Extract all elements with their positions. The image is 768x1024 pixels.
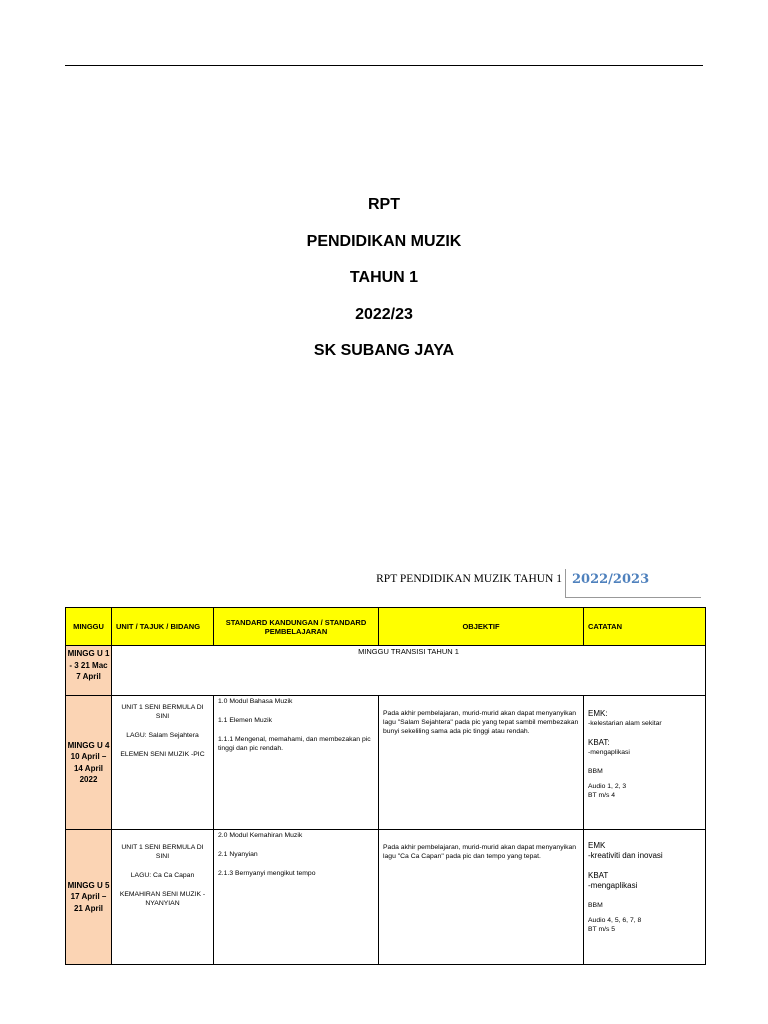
- transisi-cell: MINGGU TRANSISI TAHUN 1: [112, 646, 706, 696]
- unit-title: UNIT 1 SENI BERMULA DI SINI: [121, 844, 204, 860]
- catatan-bbm-label: BBM: [588, 768, 603, 775]
- col-header-objektif: OBJEKTIF: [379, 608, 584, 646]
- minggu-cell: MINGG U 4 10 April – 14 April 2022: [66, 696, 112, 830]
- col-header-unit: UNIT / TAJUK / BIDANG: [112, 608, 214, 646]
- page-header-title: RPT PENDIDIKAN MUZIK TAHUN 1: [376, 573, 562, 585]
- table-header-row: [66, 608, 706, 646]
- col-header-catatan: CATATAN: [584, 608, 706, 646]
- catatan-emk-value: -kreativiti dan inovasi: [588, 851, 663, 860]
- standard-module: 2.0 Modul Kemahiran Muzik: [218, 832, 303, 839]
- unit-song: LAGU: Ca Ca Capan: [130, 872, 195, 879]
- standard-module: 1.0 Modul Bahasa Muzik: [218, 698, 293, 705]
- standard-pembelajaran: 1.1.1 Mengenal, memahami, dan membezakan pic: [218, 736, 371, 743]
- unit-cell: [112, 830, 214, 965]
- objektif-cell: [379, 830, 584, 965]
- col-header-standard: STANDARD KANDUNGAN / STANDARD PEMBELAJARAN: [214, 608, 379, 646]
- standard-kandungan: 2.1 Nyanyian: [218, 851, 258, 858]
- col-header-minggu: MINGGU: [66, 608, 112, 646]
- standard-pembelajaran-cont: tinggi dan pic rendah.: [218, 745, 283, 752]
- catatan-bbm-label: BBM: [588, 902, 603, 909]
- catatan-kbat-label: KBAT: [588, 871, 609, 880]
- catatan-emk-label: EMK: [588, 841, 606, 850]
- catatan-bbm-audio: Audio 4, 5, 6, 7, 8: [588, 917, 642, 924]
- page-header-year: 2022/2023: [572, 572, 650, 587]
- rpt-table: [65, 607, 706, 965]
- unit-area: ELEMEN SENI MUZIK -PIC: [120, 751, 205, 758]
- catatan-kbat-value: -mengaplikasi: [588, 881, 638, 890]
- unit-cell: [112, 696, 214, 830]
- objektif-text: Pada akhir pembelajaran, murid-murid akan dapat menyanyikan lagu "Ca Ca Capan" pada pic dan tempo yang tepat.: [383, 844, 577, 860]
- standard-cell: [214, 696, 379, 830]
- cover-line-year-level: TAHUN 1: [349, 269, 419, 286]
- header-underline: [565, 597, 701, 598]
- standard-cell: [214, 830, 379, 965]
- top-rule: [65, 65, 703, 66]
- standard-kandungan: 1.1 Elemen Muzik: [218, 717, 273, 724]
- catatan-kbat-label: KBAT:: [588, 738, 610, 747]
- cover-line-rpt: RPT: [368, 196, 400, 213]
- objektif-cell: [379, 696, 584, 830]
- table-row: [66, 830, 706, 965]
- catatan-emk-label: EMK:: [588, 709, 608, 718]
- unit-title: UNIT 1 SENI BERMULA DI SINI: [121, 704, 204, 720]
- catatan-kbat-value: -mengaplikasi: [588, 749, 630, 756]
- minggu-cell: MINGG U 1 - 3 21 Mac 7 April: [66, 646, 112, 696]
- catatan-cell: [584, 696, 706, 830]
- cover-line-school: SK SUBANG JAYA: [313, 342, 455, 359]
- objektif-text: Pada akhir pembelajaran, murid-murid akan dapat menyanyikan lagu "Salam Sejahtera" pada pic yang tepat sambil membezakan bunyi sekeliling sama ada pic tinggi atau rendah.: [383, 710, 579, 735]
- minggu-cell: MINGG U 5 17 April – 21 April: [66, 830, 112, 965]
- unit-song: LAGU: Salam Sejahtera: [126, 732, 199, 739]
- table-row: [66, 646, 706, 696]
- catatan-emk-value: -kelestarian alam sekitar: [588, 720, 662, 727]
- catatan-bbm-bt: BT m/s 5: [588, 926, 616, 933]
- cover-line-session: 2022/23: [355, 305, 413, 323]
- standard-pembelajaran: 2.1.3 Bernyanyi mengikut tempo: [218, 870, 316, 877]
- unit-area: KEMAHIRAN SENI MUZIK -NYANYIAN: [119, 891, 206, 907]
- page-header: [0, 568, 768, 598]
- header-divider: [565, 569, 566, 597]
- catatan-cell: [584, 830, 706, 965]
- table-row: [66, 696, 706, 830]
- catatan-bbm-bt: BT m/s 4: [588, 792, 616, 799]
- catatan-bbm-audio: Audio 1, 2, 3: [588, 783, 627, 790]
- cover-line-subject: PENDIDIKAN MUZIK: [306, 232, 462, 250]
- cover-title-block: [0, 187, 768, 370]
